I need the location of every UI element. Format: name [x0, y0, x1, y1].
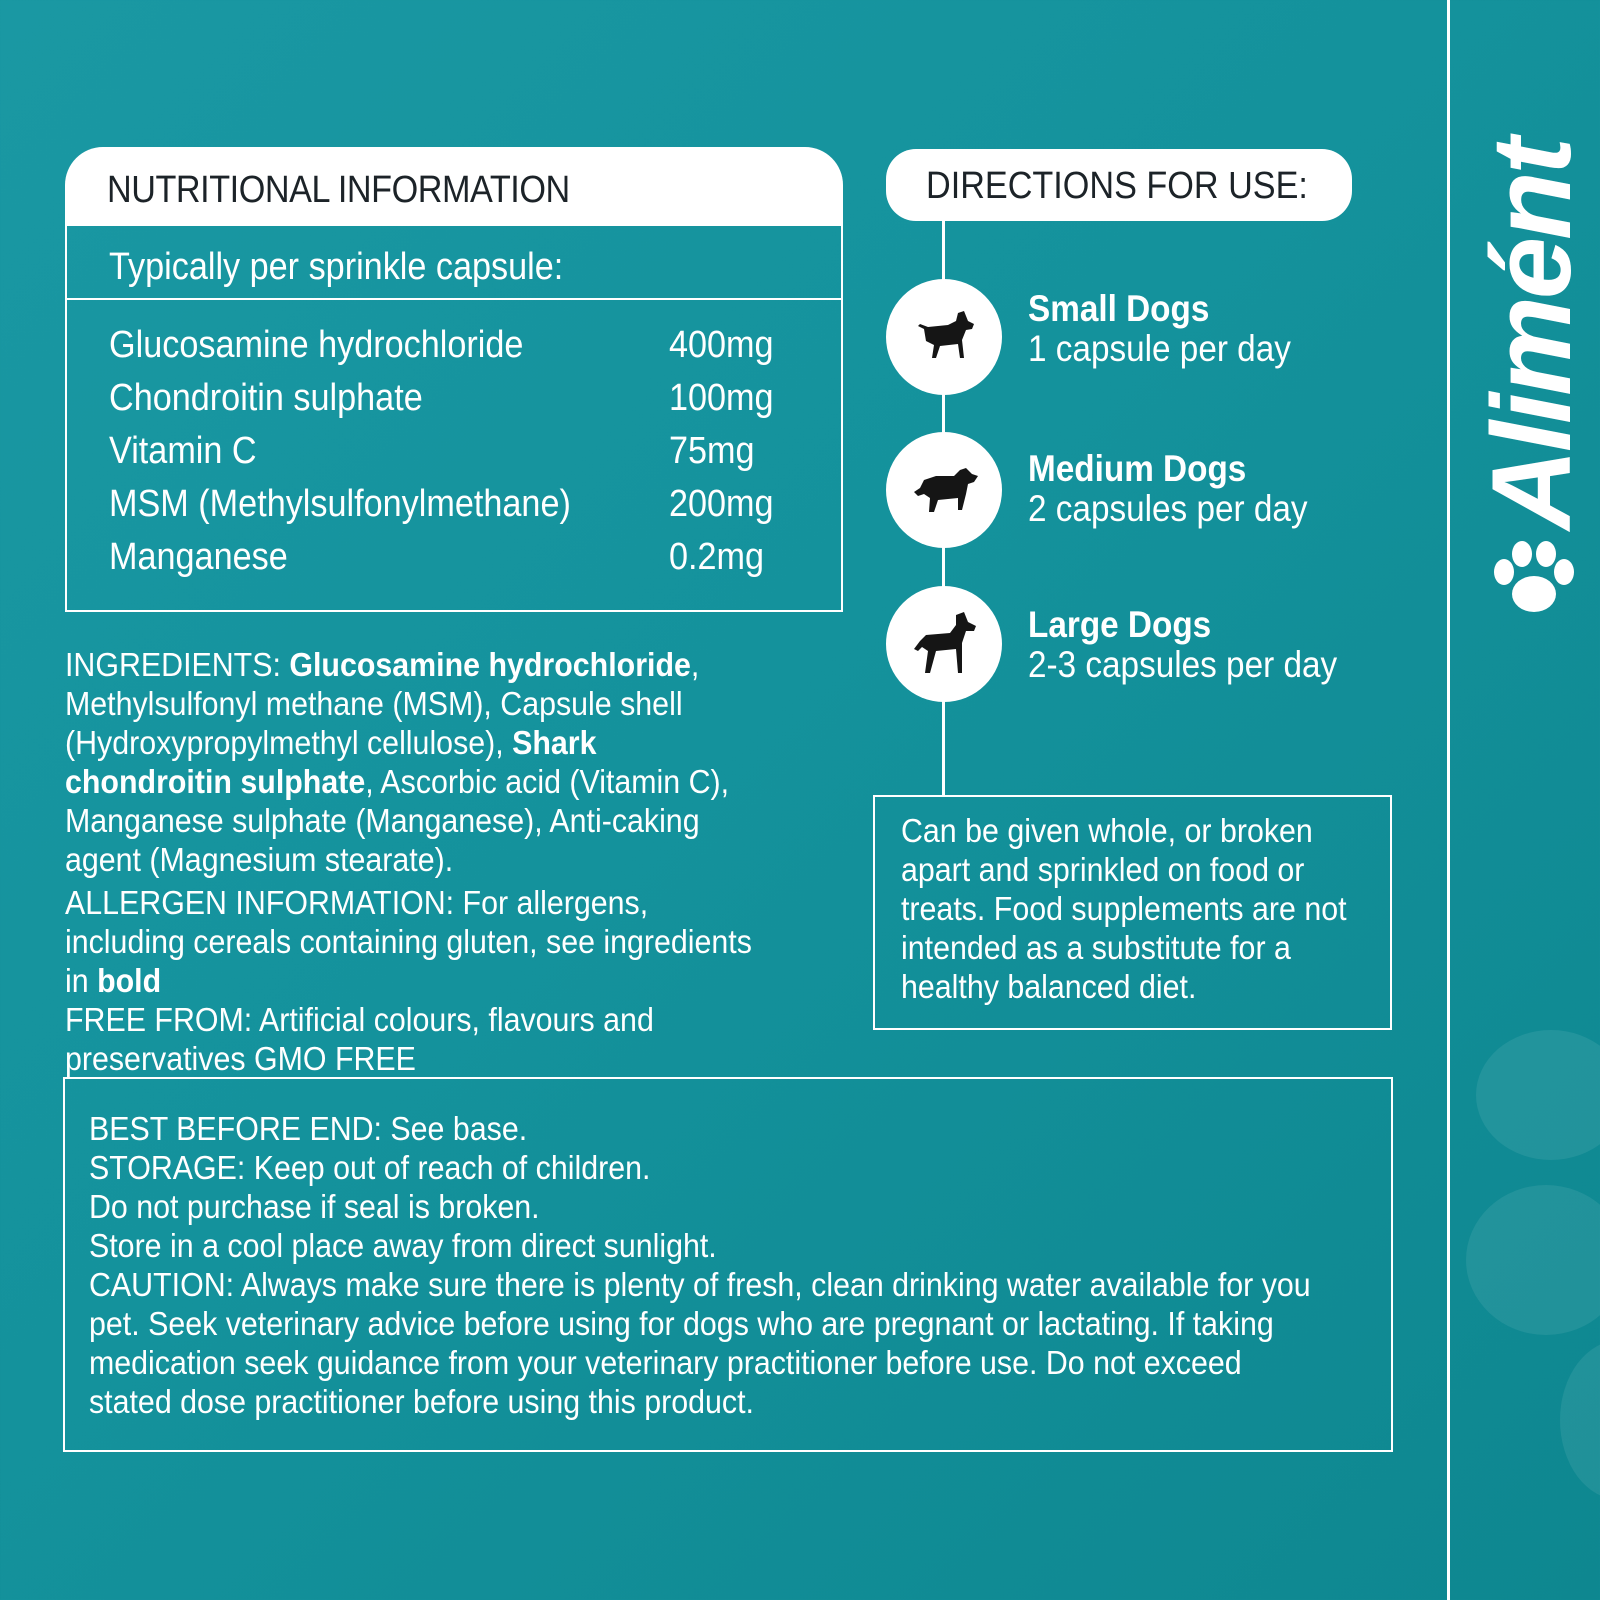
background-paw-decoration	[1476, 1030, 1600, 1160]
free-from-label: FREE FROM:	[65, 1001, 253, 1038]
nutrition-row	[109, 324, 809, 374]
nutritional-information-header	[65, 147, 843, 226]
storage-caution-box	[63, 1077, 1393, 1452]
dog-dose: 2-3 capsules per day	[1028, 644, 1338, 685]
info-line: CAUTION: Always make sure there is plenty of fresh, clean drinking water available for you	[89, 1266, 1311, 1303]
info-line: pet. Seek veterinary advice before using for dogs who are pregnant or lactating. If taking	[89, 1305, 1274, 1342]
dog-size-title: Large Dogs	[1028, 604, 1212, 645]
nutrient-value: 75mg	[669, 430, 755, 472]
large-dogs-direction	[1028, 605, 1371, 685]
nutrient-name: Manganese	[109, 536, 288, 578]
info-line: stated dose practitioner before using this product.	[89, 1383, 754, 1420]
info-line: STORAGE: Keep out of reach of children.	[89, 1149, 651, 1186]
directions-header	[886, 149, 1352, 221]
nutrient-name: Glucosamine hydrochloride	[109, 324, 524, 366]
allergen-label: ALLERGEN INFORMATION:	[65, 884, 455, 921]
medium-dog-icon	[904, 450, 984, 530]
dog-dose: 1 capsule per day	[1028, 328, 1291, 369]
ingredient-bold: Glucosamine hydrochloride	[289, 646, 691, 683]
ingredients-label: INGREDIENTS:	[65, 646, 281, 683]
nutrition-row	[109, 430, 809, 480]
large-dog-icon	[904, 604, 984, 684]
brand-logo	[1470, 120, 1600, 640]
nutritional-information-title: NUTRITIONAL INFORMATION	[107, 169, 570, 211]
allergen-paragraph	[65, 883, 764, 1078]
brand-name: Alimént	[1469, 140, 1594, 530]
small-dog-icon	[904, 297, 984, 377]
ingredient-bold: Shark chondroitin sulphate	[65, 724, 597, 800]
nutrition-subtitle: Typically per sprinkle capsule:	[109, 246, 564, 288]
background-paw-decoration	[1560, 1340, 1600, 1500]
small-dog-badge	[886, 279, 1002, 395]
medium-dog-badge	[886, 432, 1002, 548]
directions-note: Can be given whole, or broken apart and sprinkled on food or treats. Food supplements are not intended as a substitute for a healthy balanced diet.	[901, 812, 1347, 1005]
nutrient-value: 200mg	[669, 483, 774, 525]
ingredient-text: , Methylsulfonyl methane (MSM), Capsule shell (Hydroxypropylmethyl cellulose),	[65, 646, 700, 761]
nutrition-row	[109, 536, 809, 586]
background-paw-decoration	[1466, 1185, 1600, 1335]
nutrition-row	[109, 483, 809, 533]
nutrition-table	[65, 226, 843, 612]
nutrition-row	[109, 377, 809, 427]
ingredients-section	[65, 645, 764, 1082]
allergen-bold: bold	[97, 962, 162, 999]
nutrition-divider	[67, 298, 841, 300]
nutrient-name: Chondroitin sulphate	[109, 377, 423, 419]
info-line: Store in a cool place away from direct sunlight.	[89, 1227, 717, 1264]
free-from-text: Artificial colours, flavours and preservatives	[65, 1001, 654, 1077]
directions-title: DIRECTIONS FOR USE:	[926, 165, 1308, 207]
nutrient-name: MSM (Methylsulfonylmethane)	[109, 483, 571, 525]
brand-strip-divider	[1447, 0, 1450, 1600]
nutrient-value: 0.2mg	[669, 536, 765, 578]
paw-icon	[1484, 530, 1584, 630]
nutrient-value: 100mg	[669, 377, 774, 419]
info-line: Do not purchase if seal is broken.	[89, 1188, 540, 1225]
gmo-free: GMO FREE	[253, 1040, 416, 1077]
info-line: medication seek guidance from your veterinary practitioner before use. Do not exceed	[89, 1344, 1242, 1381]
large-dog-badge	[886, 586, 1002, 702]
nutritional-information-panel	[65, 147, 843, 612]
medium-dogs-direction	[1028, 449, 1339, 529]
nutrient-value: 400mg	[669, 324, 774, 366]
dog-size-title: Small Dogs	[1028, 288, 1210, 329]
nutrient-name: Vitamin C	[109, 430, 257, 472]
small-dogs-direction	[1028, 289, 1320, 369]
info-line: BEST BEFORE END: See base.	[89, 1110, 528, 1147]
storage-caution-text	[89, 1109, 1377, 1421]
dog-dose: 2 capsules per day	[1028, 488, 1308, 529]
dog-size-title: Medium Dogs	[1028, 448, 1247, 489]
directions-note-box	[873, 795, 1392, 1030]
allergen-text: For allergens, including cereals containing gluten, see ingredients in	[65, 884, 752, 999]
ingredients-paragraph	[65, 645, 764, 879]
ingredient-text: , Ascorbic acid (Vitamin C), Manganese sulphate (Manganese), Anti-caking agent (Magnesium stearate).	[65, 763, 730, 878]
